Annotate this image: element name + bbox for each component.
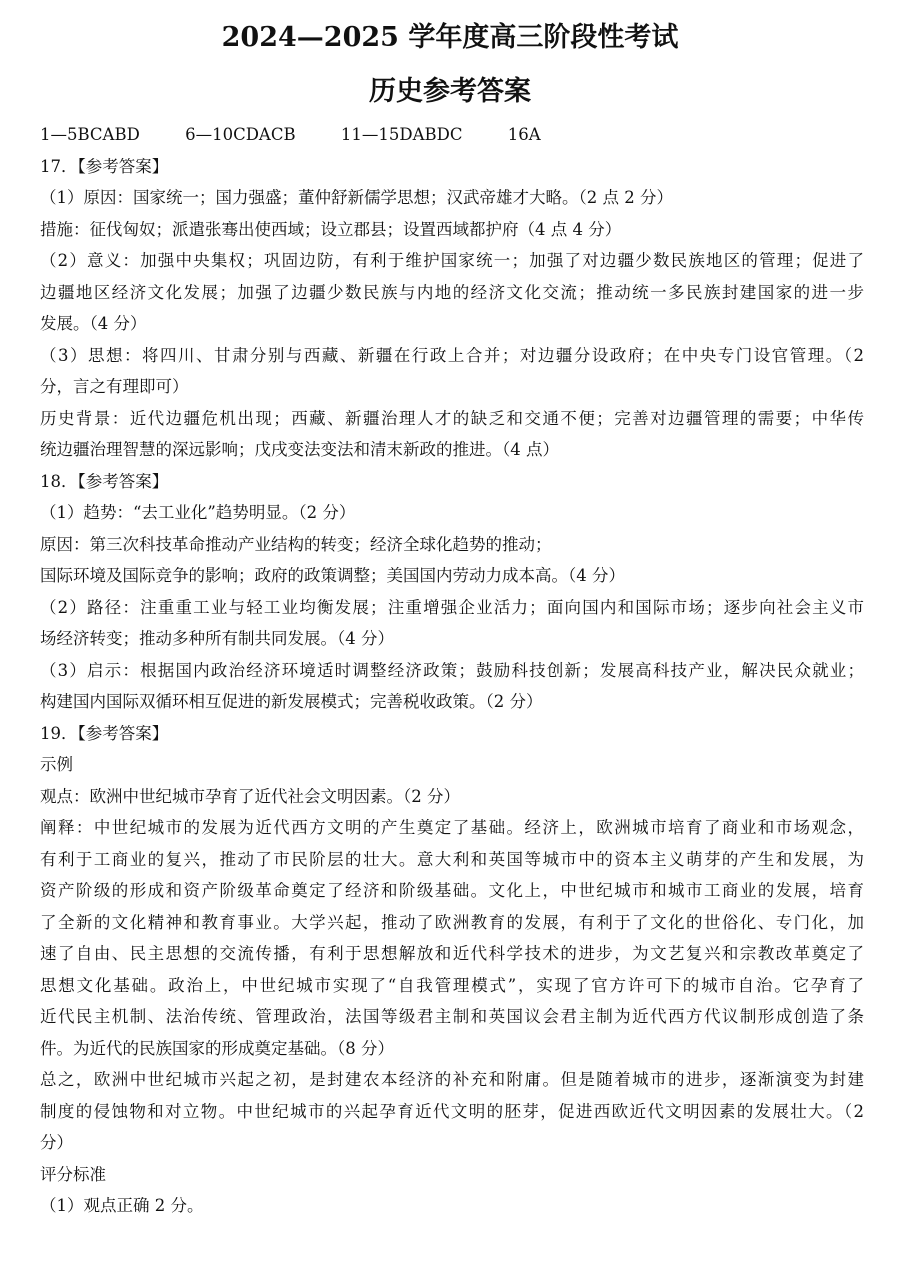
text-line: 措施：征伐匈奴；派遣张骞出使西域；设立郡县；设置西域都护府（4 点 4 分） <box>40 219 622 239</box>
text-line: （3）启示：根据国内政治经济环境适时调整经济政策；鼓励科技创新；发展高科技产业，解决民众就业； <box>40 660 864 680</box>
choice-answers-group: 16A <box>507 125 541 144</box>
text-line: 速了自由、民主思想的交流传播，有利于思想解放和近代科学技术的进步，为文艺复兴和宗教改革奠定了 <box>40 944 864 963</box>
choice-answers-group: 1—5BCABD <box>40 125 140 144</box>
text-line: 17．【参考答案】 <box>40 156 169 176</box>
text-line: 构建国内国际双循环相互促进的新发展模式；完善税收政策。（2 分） <box>40 692 543 711</box>
text-line: 场经济转变；推动多种所有制共同发展。（4 分） <box>40 629 394 648</box>
text-line: 评分标准 <box>40 1164 106 1184</box>
text-line: 分，言之有理即可） <box>40 377 189 396</box>
text-line: 近代民主机制、法治传统、管理政治，法国等级君主制和英国议会君主制为近代西方代议制形成创造了条 <box>40 1007 864 1026</box>
text-line: （3）思想：将四川、甘肃分别与西藏、新疆在行政上合并；对边疆分设政府；在中央专门设官管理。（2 <box>40 345 864 365</box>
text-line: （2）意义：加强中央集权；巩固边防，有利于维护国家统一；加强了对边疆少数民族地区的管理；促进了 <box>40 251 864 270</box>
text-line: （1）趋势：“去工业化”趋势明显。（2 分） <box>40 503 356 522</box>
text-line: 总之，欧洲中世纪城市兴起之初，是封建农本经济的补充和附庸。但是随着城市的进步，逐渐演变为封建 <box>40 1070 864 1089</box>
text-line: 18．【参考答案】 <box>40 471 169 491</box>
text-line: 制度的侵蚀物和对立物。中世纪城市的兴起孕育近代文明的胚芽，促进西欧近代文明因素的发展壮大。（2 <box>40 1101 864 1121</box>
text-line: 原因：第三次科技革命推动产业结构的转变；经济全球化趋势的推动； <box>40 534 552 554</box>
answer-body <box>40 119 864 1222</box>
text-line: 发展。（4 分） <box>40 314 147 333</box>
text-line: 示例 <box>40 755 73 774</box>
text-line: 件。为近代的民族国家的形成奠定基础。（8 分） <box>40 1038 394 1058</box>
text-line: 分） <box>40 1133 73 1152</box>
text-line: 历史背景：近代边疆危机出现；西藏、新疆治理人才的缺乏和交通不便；完善对边疆管理的需要；中华传 <box>40 408 864 428</box>
choice-answers-row <box>40 119 864 151</box>
choice-answers-group: 11—15DABDC <box>340 125 463 144</box>
text-line: 思想文化基础。政治上，中世纪城市实现了“自我管理模式”，实现了官方许可下的城市自治。它孕育了 <box>40 975 864 995</box>
text-line: 观点：欧洲中世纪城市孕育了近代社会文明因素。（2 分） <box>40 786 460 806</box>
choice-answers-group: 6—10CDACB <box>185 125 296 144</box>
text-line: 资产阶级的形成和资产阶级革命奠定了经济和阶级基础。文化上，中世纪城市和城市工商业的发展，培育 <box>40 881 864 900</box>
text-line: 有利于工商业的复兴，推动了市民阶层的壮大。意大利和英国等城市中的资本主义萌芽的产生和发展，为 <box>40 849 864 869</box>
text-line: （1）原因：国家统一；国力强盛；董仲舒新儒学思想；汉武帝雄才大略。（2 点 2 分） <box>40 188 673 207</box>
text-line: 国际环境及国际竞争的影响；政府的政策调整；美国国内劳动力成本高。（4 分） <box>40 566 625 585</box>
text-line: 统边疆治理智慧的深远影响；戊戌变法变法和清末新政的推进。（4 点） <box>40 440 559 459</box>
text-line: 边疆地区经济文化发展；加强了边疆少数民族与内地的经济文化交流；推动统一多民族封建国家的进一步 <box>40 282 864 302</box>
document-subtitle: 历史参考答案 <box>369 76 531 107</box>
text-line: （1）观点正确 2 分。 <box>40 1196 204 1215</box>
text-line: 了全新的文化精神和教育事业。大学兴起，推动了欧洲教育的发展，有利于了文化的世俗化、专门化，加 <box>40 912 864 932</box>
exam-title: 2024—2025 学年度高三阶段性考试 <box>221 22 679 53</box>
text-line: 阐释：中世纪城市的发展为近代西方文明的产生奠定了基础。经济上，欧洲城市培育了商业和市场观念， <box>40 818 864 837</box>
text-line: （2）路径：注重重工业与轻工业均衡发展；注重增强企业活力；面向国内和国际市场；逐步向社会主义市 <box>40 597 864 617</box>
text-line: 19．【参考答案】 <box>40 723 169 743</box>
